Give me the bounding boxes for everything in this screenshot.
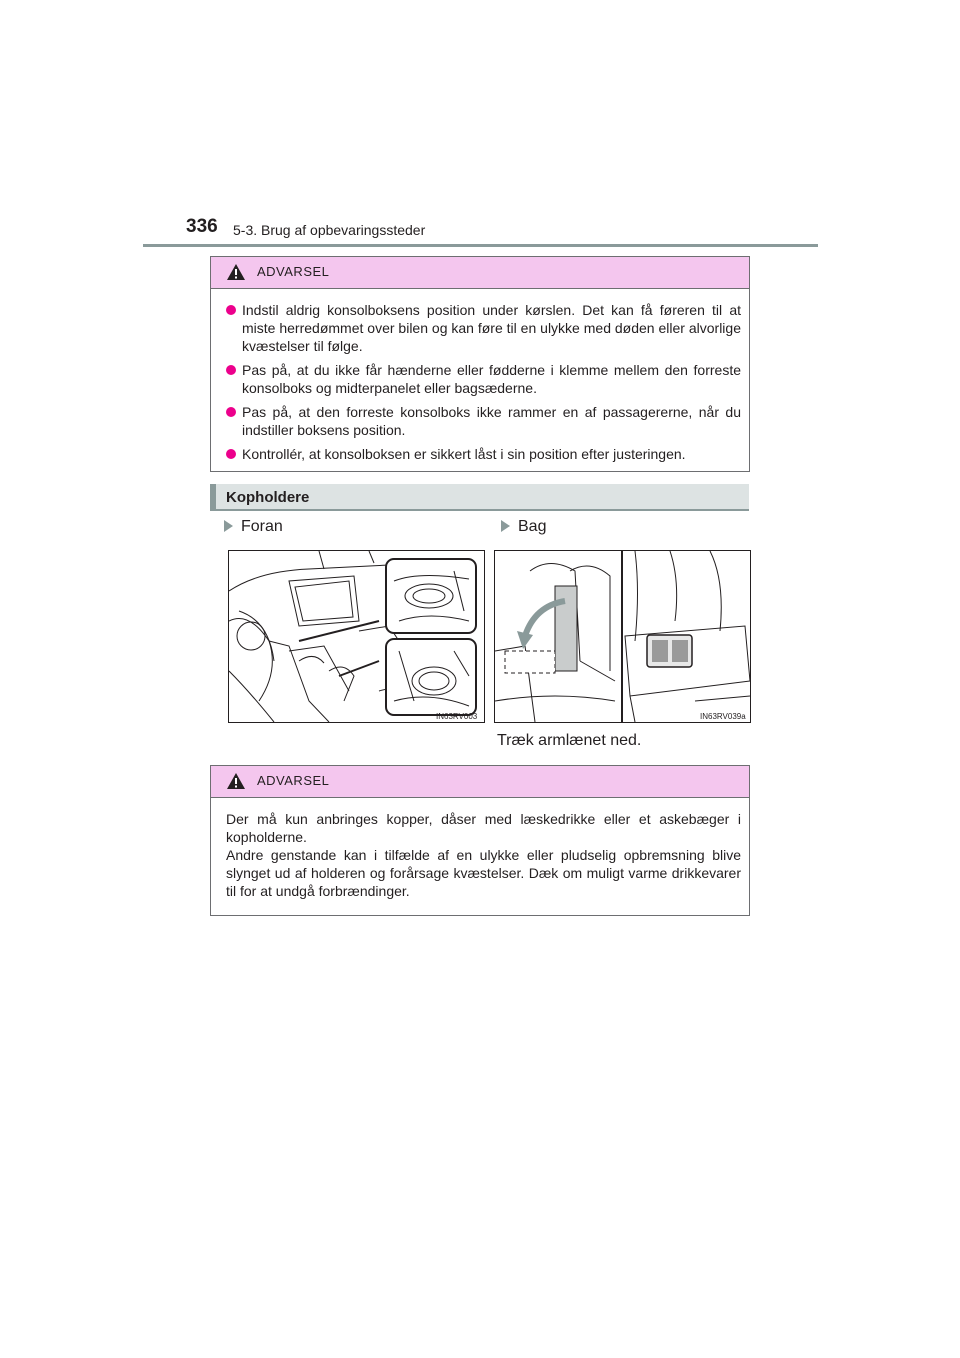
rear-cupholder-illustration (494, 550, 751, 723)
rear-armrest-drawing (495, 551, 750, 722)
bullet-icon (226, 449, 236, 459)
front-console-drawing (229, 551, 484, 722)
list-item-text: Kontrollér, at konsolboksen er sikkert låst i sin position efter justeringen. (242, 446, 686, 462)
header-rule (143, 244, 818, 247)
bullet-icon (226, 407, 236, 417)
page-number: 336 (186, 216, 218, 237)
list-item (226, 403, 741, 439)
section-heading (210, 484, 749, 511)
front-cupholder-illustration (228, 550, 485, 723)
figure-code: IN63RV039a (700, 712, 746, 721)
warning-body (211, 289, 749, 483)
list-item-text: Pas på, at du ikke får hænderne eller fødderne i klemme mellem den forreste konsolboks og midterpanelet eller bagsæderne. (242, 362, 741, 396)
list-item (226, 445, 741, 463)
warning-label: ADVARSEL (257, 773, 330, 788)
rear-label (501, 518, 546, 536)
warning-label: ADVARSEL (257, 264, 330, 279)
section-title: Kopholdere (226, 489, 310, 506)
triangle-arrow-icon (501, 520, 510, 532)
list-item-text: Indstil aldrig konsolboksens position under kørslen. Det kan få føreren til at miste herredømmet over bilen og kan føre til en ulykke med døden eller alvorlige kvæstelser til følge. (242, 302, 741, 354)
warning-header (211, 766, 749, 798)
warning-body (211, 798, 749, 914)
bullet-icon (226, 305, 236, 315)
front-label-text: Foran (241, 518, 283, 535)
list-item (226, 361, 741, 397)
list-item-text: Pas på, at den forreste konsolboks ikke rammer en af passagererne, når du indstiller boksens position. (242, 404, 741, 438)
section-accent (210, 484, 216, 509)
warning-text: Der må kun anbringes kopper, dåser med læskedrikke eller et askebæger i kopholderne. (226, 811, 741, 845)
front-label (224, 518, 283, 536)
warning-header (211, 257, 749, 289)
warning-box (210, 765, 750, 916)
rear-label-text: Bag (518, 518, 547, 535)
figure-code: IN63RV003 (436, 712, 478, 721)
bullet-icon (226, 365, 236, 375)
chapter-title: 5-3. Brug af opbevaringssteder (233, 222, 426, 238)
warning-box (210, 256, 750, 472)
triangle-arrow-icon (224, 520, 233, 532)
list-item (226, 301, 741, 355)
rear-caption: Træk armlænet ned. (497, 732, 642, 749)
warning-icon (226, 772, 246, 790)
warning-icon (226, 263, 246, 281)
warning-text: Andre genstande kan i tilfælde af en ulykke eller pludselig opbremsning blive slynget ud af holderen og forårsage kvæstelser. Dæk om muligt varme drikkevarer til for at undgå forbrændinger. (226, 847, 741, 899)
